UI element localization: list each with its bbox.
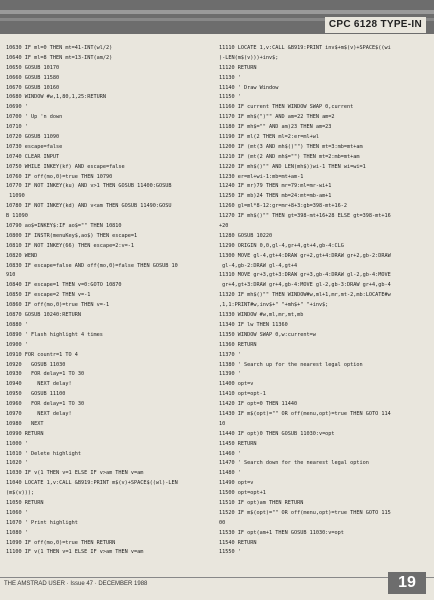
code-line: 11260 gl=ml*8-12:gr=mr+8+3:gb=398-mt+16-2 bbox=[219, 203, 348, 210]
code-line: 11490 opt=v bbox=[219, 480, 254, 487]
code-line: 11210 IF (mt(2 AND mh$="") THEN mt=2:mb=mt+am bbox=[219, 153, 360, 160]
code-line: 11470 ' Search down for the nearest legal option bbox=[219, 460, 369, 467]
code-line: 11440 IF opt)0 THEN GOSUB 11030:v=opt bbox=[219, 430, 335, 437]
code-line: 11410 opt=opt-1 bbox=[219, 391, 266, 398]
code-line: 11510 IF opt)am THEN RETURN bbox=[219, 499, 304, 506]
footer-divider bbox=[0, 577, 434, 578]
listing-column-left bbox=[6, 44, 211, 558]
code-line: 11380 ' Search up for the nearest legal option bbox=[219, 361, 363, 368]
code-line: 10700 ' Up 'n down bbox=[6, 114, 63, 121]
code-line: 10650 GOSUB 10170 bbox=[6, 64, 60, 71]
code-line: 10960 FOR delay=1 TO 30 bbox=[6, 401, 85, 408]
code-line: 11180 IF mh$="" AND am)23 THEN am=23 bbox=[219, 124, 332, 131]
header-bar bbox=[0, 0, 434, 34]
code-line: 11090 IF off(mo,0)=true THEN RETURN bbox=[6, 539, 116, 546]
code-line: 11100 IF v(1 THEN v=1 ELSE IF v>am THEN v=am bbox=[6, 549, 144, 556]
code-line: 10680 WINDOW #w,1,80,1,25:RETURN bbox=[6, 94, 106, 101]
code-line: 10640 IF ml=8 THEN mt=13-INT(am/2) bbox=[6, 54, 113, 61]
code-line: 10730 escape=false bbox=[6, 143, 63, 150]
code-line: 910 bbox=[6, 272, 16, 279]
code-line: 11530 IF opt(am+1 THEN GOSUB 11030:v=opt bbox=[219, 529, 344, 536]
listing-column-right bbox=[219, 44, 431, 558]
code-line: 11300 MOVE gl-4,gt+4:DRAW gr+2,gt+4:DRAW gr+2,gb-2:DRAW bbox=[219, 252, 391, 259]
code-line: 11480 ' bbox=[219, 470, 241, 477]
code-line: 11150 ' bbox=[219, 94, 241, 101]
code-line: 11130 ' bbox=[219, 74, 241, 81]
code-line: 11160 IF current THEN WINDOW SWAP 0,current bbox=[219, 104, 354, 111]
code-line: 11030 IF v(1 THEN v=1 ELSE IF v>am THEN v=am bbox=[6, 470, 144, 477]
code-line: 10940 NEXT delay! bbox=[6, 381, 72, 388]
code-line: 11450 RETURN bbox=[219, 440, 257, 447]
code-line: 10840 IF escape=1 THEN v=0:GOTO 10870 bbox=[6, 282, 122, 289]
code-line: 10780 IF NOT INKEY(kd) AND v<am THEN GOSUB 11490:GOSU bbox=[6, 203, 172, 210]
code-line: 10630 IF ml=0 THEN mt=41-INT(wl/2) bbox=[6, 45, 113, 51]
code-line: 10740 CLEAR INPUT bbox=[6, 153, 60, 160]
code-line: 10870 GOSUB 10240:RETURN bbox=[6, 312, 81, 319]
code-line: 11200 IF (mt(3 AND mh$()"") THEN mt=3:mb=mt+am bbox=[219, 143, 363, 150]
code-line: 10980 NEXT bbox=[6, 420, 44, 427]
code-line: 11400 opt=v bbox=[219, 381, 254, 388]
code-line: 11550 ' bbox=[219, 549, 241, 556]
code-line: 10760 IF off(mo,0)=true THEN 10790 bbox=[6, 173, 113, 180]
code-line: 10930 FOR delay=1 TO 30 bbox=[6, 371, 85, 378]
code-line: 11020 ' bbox=[6, 460, 28, 467]
code-line: 11250 IF mb)24 THEN mb=24:mt=mb-am+1 bbox=[219, 193, 332, 200]
code-line: 11050 RETURN bbox=[6, 499, 44, 506]
code-line: 11320 IF mh$()"" THEN WINDOW#w,ml+1,mr,mt-2,mb:LOCATE#w bbox=[219, 292, 391, 299]
code-line: 10 bbox=[219, 420, 226, 427]
code-line: 11280 GOSUB 10220 bbox=[219, 232, 273, 239]
code-line: 10880 ' bbox=[6, 321, 28, 328]
code-line: 11370 ' bbox=[219, 351, 241, 358]
code-line: 10820 WEND bbox=[6, 252, 38, 259]
code-line: 11060 ' bbox=[6, 509, 28, 516]
code-line: 11080 ' bbox=[6, 529, 28, 536]
code-line: 11330 WINDOW #w,ml,mr,mt,mb bbox=[219, 312, 304, 319]
code-line: 11270 IF mh$()"" THEN gt=398-mt+16+28 ELSE gt=398-mt+16 bbox=[219, 213, 391, 220]
code-line: 11090 bbox=[6, 193, 25, 200]
code-line: 11310 MOVE gr+3,gt+3:DRAW gr+3,gb-4:DRAW gl-2,gb-4:MOVE bbox=[219, 272, 391, 279]
code-line: 10900 ' bbox=[6, 341, 28, 348]
code-line: 11230 er=ml+wi-1:mb=mt+am-1 bbox=[219, 173, 304, 180]
code-line: 10810 IF NOT INKEY(66) THEN escape=2:v=-1 bbox=[6, 242, 135, 249]
code-line: 10890 ' Flash highlight 4 times bbox=[6, 331, 103, 338]
code-line: 10790 ao$=INKEY$:IF ao$="" THEN 10810 bbox=[6, 223, 122, 230]
code-line: 10670 GOSUB 10160 bbox=[6, 84, 60, 91]
code-line: 10970 NEXT delay! bbox=[6, 410, 72, 417]
section-title: CPC 6128 TYPE-IN bbox=[325, 17, 426, 33]
code-line: 11120 RETURN bbox=[219, 64, 257, 71]
header-stripe bbox=[0, 10, 434, 14]
code-line: 10990 RETURN bbox=[6, 430, 44, 437]
code-line: (m$(v))); bbox=[6, 490, 35, 497]
code-line: 11460 ' bbox=[219, 450, 241, 457]
code-line: 11350 WINDOW SWAP 0,w:current=w bbox=[219, 331, 316, 338]
code-line: 10920 GOSUB 11030 bbox=[6, 361, 66, 368]
code-line: ,1,1:PRINT#w,inv$+" "+mh$+" "+inv$; bbox=[219, 302, 329, 309]
footer-publication: THE AMSTRAD USER · Issue 47 · DECEMBER 1988 bbox=[4, 581, 148, 587]
code-line: 11040 LOCATE 1,v:CALL &B919:PRINT m$(v)+SPACE$((wl)-LEN bbox=[6, 480, 178, 487]
code-line: 11000 ' bbox=[6, 440, 28, 447]
code-line: 10750 WHILE INKEY(kf) AND escape=false bbox=[6, 163, 125, 170]
code-line: 11170 IF mh$(")"" AND am=22 THEN am=2 bbox=[219, 114, 335, 121]
code-line: +20 bbox=[219, 223, 229, 230]
code-line: gl-4,gb-2:DRAW gl-4,gt+4 bbox=[219, 262, 298, 269]
code-line: 11110 LOCATE 1,v:CALL &B919:PRINT inv$+m$(v)+SPACE$((wi bbox=[219, 45, 391, 51]
code-line: 11140 ' Draw Window bbox=[219, 84, 279, 91]
code-line: 11290 ORIGIN 0,0,gl-4,gr+4,gt+4,gb-4:CLG bbox=[219, 242, 344, 249]
code-line: 11360 RETURN bbox=[219, 341, 257, 348]
code-line: 10720 GOSUB 11090 bbox=[6, 134, 60, 141]
code-line: 11240 IF mr)79 THEN mr=79:ml=mr-wi+1 bbox=[219, 183, 332, 190]
code-line: 10710 ' bbox=[6, 124, 28, 131]
code-line: B 11090 bbox=[6, 213, 28, 220]
code-line: 11500 opt=opt+1 bbox=[219, 490, 266, 497]
code-line: 10660 GOSUB 11580 bbox=[6, 74, 60, 81]
page-number: 19 bbox=[388, 572, 426, 594]
code-line: 11340 IF lw THEN 11360 bbox=[219, 321, 288, 328]
code-line: 10950 GOSUB 11100 bbox=[6, 391, 66, 398]
code-line: 11070 ' Print highlight bbox=[6, 519, 78, 526]
code-line: 11390 ' bbox=[219, 371, 241, 378]
code-line: 11520 IF m$(opt)="" OR off(menu,opt)=true THEN GOTO 115 bbox=[219, 509, 391, 516]
code-line: 11420 IF opt=0 THEN 11440 bbox=[219, 401, 298, 408]
code-line: 11220 IF mh$()"" AND LEN(mh$))wi-1 THEN wi=wi=1 bbox=[219, 163, 366, 170]
code-line: 10910 FOR countr=1 TO 4 bbox=[6, 351, 78, 358]
code-line: 10770 IF NOT INKEY(ku) AND v>1 THEN GOSUB 11400:GOSUB bbox=[6, 183, 172, 190]
code-line: 11190 IF ml(2 THEN ml=2:er=ml+wl bbox=[219, 134, 319, 141]
code-line: 00 bbox=[219, 519, 226, 526]
code-line: 10860 IF off(mo,0)=true THEN v=-1 bbox=[6, 302, 110, 309]
code-line: 11540 RETURN bbox=[219, 539, 257, 546]
code-line: 10690 ' bbox=[6, 104, 28, 111]
code-line: 11010 ' Delete highlight bbox=[6, 450, 81, 457]
code-line: gr+4,gt+3:DRAW gr+4,gb-4:MOVE gl-2,gb-3:DRAW gr+4,gb-4 bbox=[219, 282, 391, 289]
code-line: 10850 IF escape=2 THEN v=-1 bbox=[6, 292, 91, 299]
code-line: 10800 IF INSTR(menuKey$,ao$) THEN escape=1 bbox=[6, 232, 138, 239]
code-line: 11430 IF m$(opt)="" OR off(menu,opt)=true THEN GOTO 114 bbox=[219, 410, 391, 417]
code-line: 10830 IF escape=false AND off(mo,0)=false THEN GOSUB 10 bbox=[6, 262, 178, 269]
code-line: )-LEN(m$(v)))+inv$; bbox=[219, 54, 279, 61]
